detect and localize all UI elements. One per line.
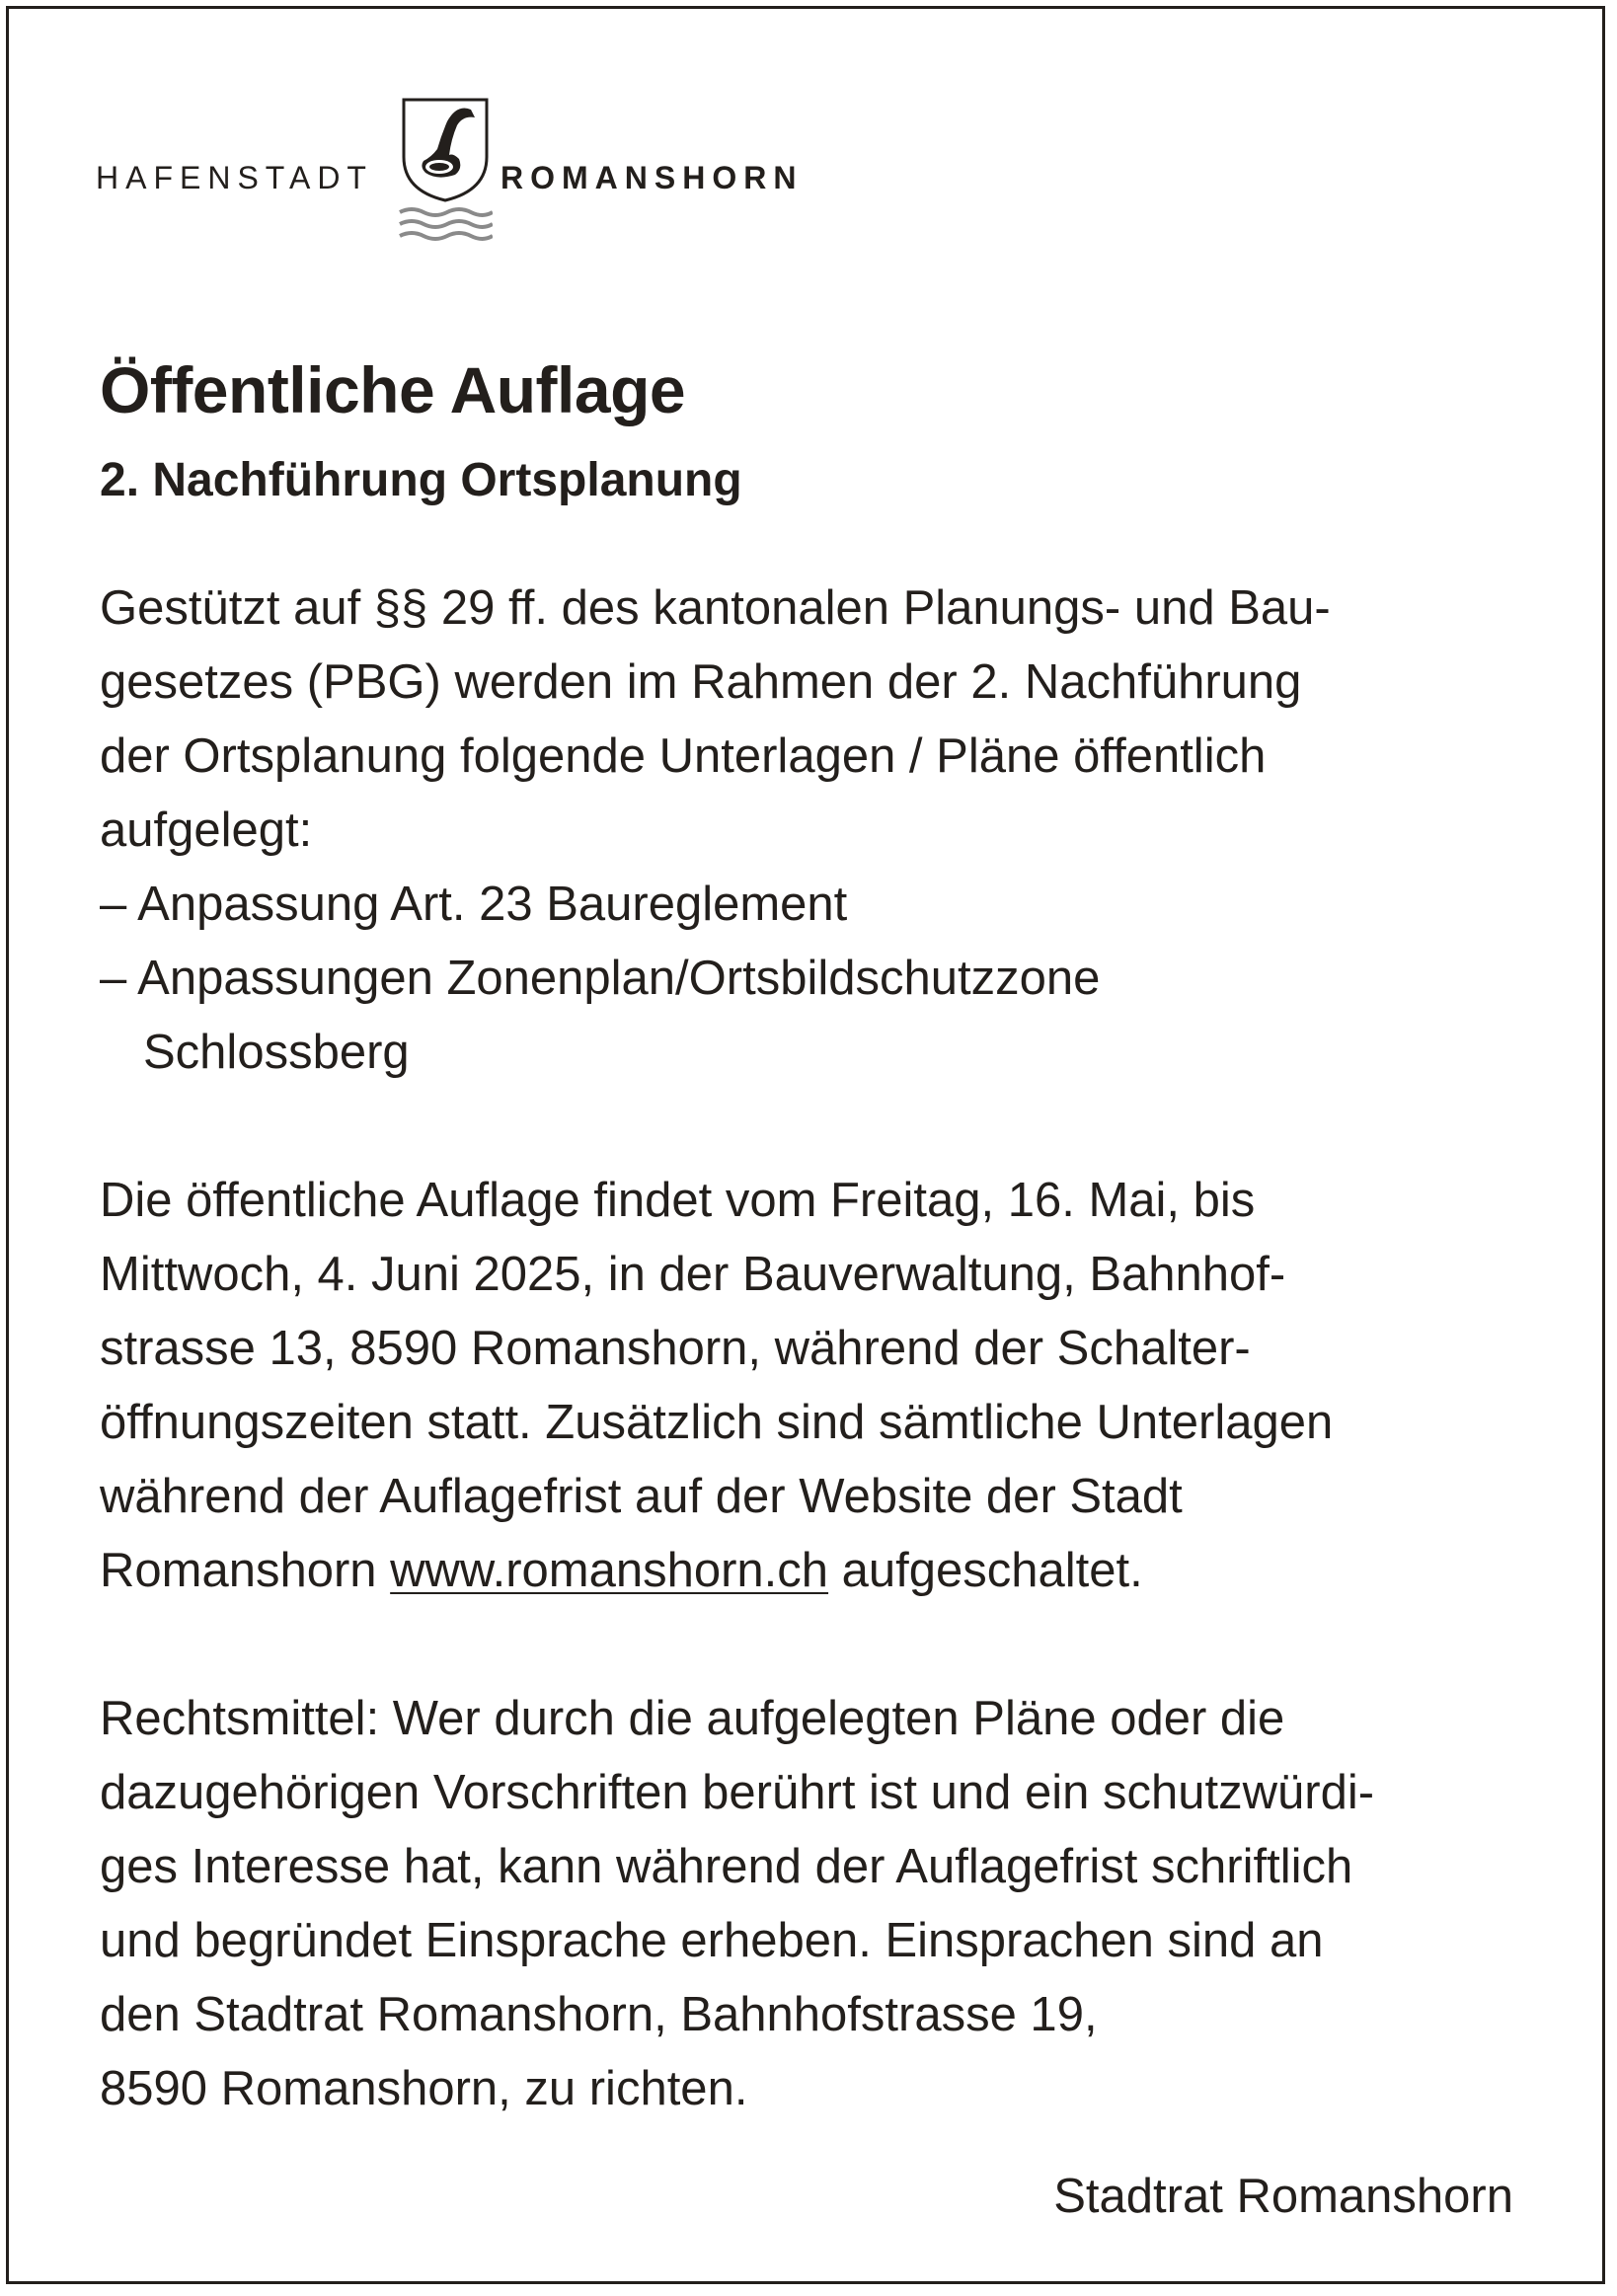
auflage-line: strasse 13, 8590 Romanshorn, während der Schalter- (100, 1322, 1251, 1376)
coat-of-arms-icon (398, 96, 493, 244)
rechtsmittel-paragraph (100, 1682, 1541, 2126)
auflage-line: Die öffentliche Auflage findet vom Freitag, 16. Mai, bis (100, 1174, 1256, 1228)
auflage-last-prefix: Romanshorn (100, 1544, 391, 1598)
rechtsmittel-line: 8590 Romanshorn, zu richten. (100, 2062, 748, 2116)
logo-text-hafenstadt: HAFENSTADT (96, 160, 373, 195)
intro-line: aufgelegt: (100, 804, 313, 858)
list-item: – Anpassungen Zonenplan/Ortsbildschutzzone (100, 952, 1101, 1006)
logo-text-romanshorn: ROMANSHORN (500, 160, 804, 195)
notice-frame (6, 6, 1605, 2284)
auflage-line: öffnungszeiten statt. Zusätzlich sind sämtliche Unterlagen (100, 1396, 1334, 1450)
auflage-line: Mittwoch, 4. Juni 2025, in der Bauverwaltung, Bahnhof- (100, 1248, 1286, 1302)
rechtsmittel-line: und begründet Einsprache erheben. Einsprachen sind an (100, 1914, 1324, 1968)
notice-content (100, 354, 1541, 2126)
notice-title: Öffentliche Auflage (100, 353, 686, 426)
municipality-logo (96, 96, 886, 244)
rechtsmittel-line: ges Interesse hat, kann während der Auflagefrist schriftlich (100, 1840, 1353, 1894)
auflage-last-line (100, 1534, 1541, 1608)
auflage-last-suffix: aufgeschaltet. (828, 1544, 1143, 1598)
rechtsmittel-line: dazugehörigen Vorschriften berührt ist und ein schutzwürdi- (100, 1766, 1375, 1820)
rechtsmittel-line: den Stadtrat Romanshorn, Bahnhofstrasse 19, (100, 1988, 1098, 2042)
rechtsmittel-line: Rechtsmittel: Wer durch die aufgelegten Pläne oder die (100, 1692, 1285, 1746)
intro-line: der Ortsplanung folgende Unterlagen / Pläne öffentlich (100, 729, 1267, 784)
intro-paragraph (100, 572, 1541, 1090)
website-link[interactable]: www.romanshorn.ch (390, 1544, 829, 1598)
list-item: – Anpassung Art. 23 Baureglement (100, 878, 848, 932)
signature: Stadtrat Romanshorn (1053, 2170, 1513, 2223)
intro-line: Gestützt auf §§ 29 ff. des kantonalen Planungs- und Bau- (100, 581, 1331, 636)
notice-subtitle: 2. Nachführung Ortsplanung (100, 453, 742, 506)
auflage-paragraph (100, 1164, 1541, 1608)
list-item-continuation: Schlossberg (143, 1026, 410, 1080)
auflage-line: während der Auflagefrist auf der Website der Stadt (100, 1470, 1183, 1524)
intro-line: gesetzes (PBG) werden im Rahmen der 2. Nachführung (100, 655, 1302, 710)
